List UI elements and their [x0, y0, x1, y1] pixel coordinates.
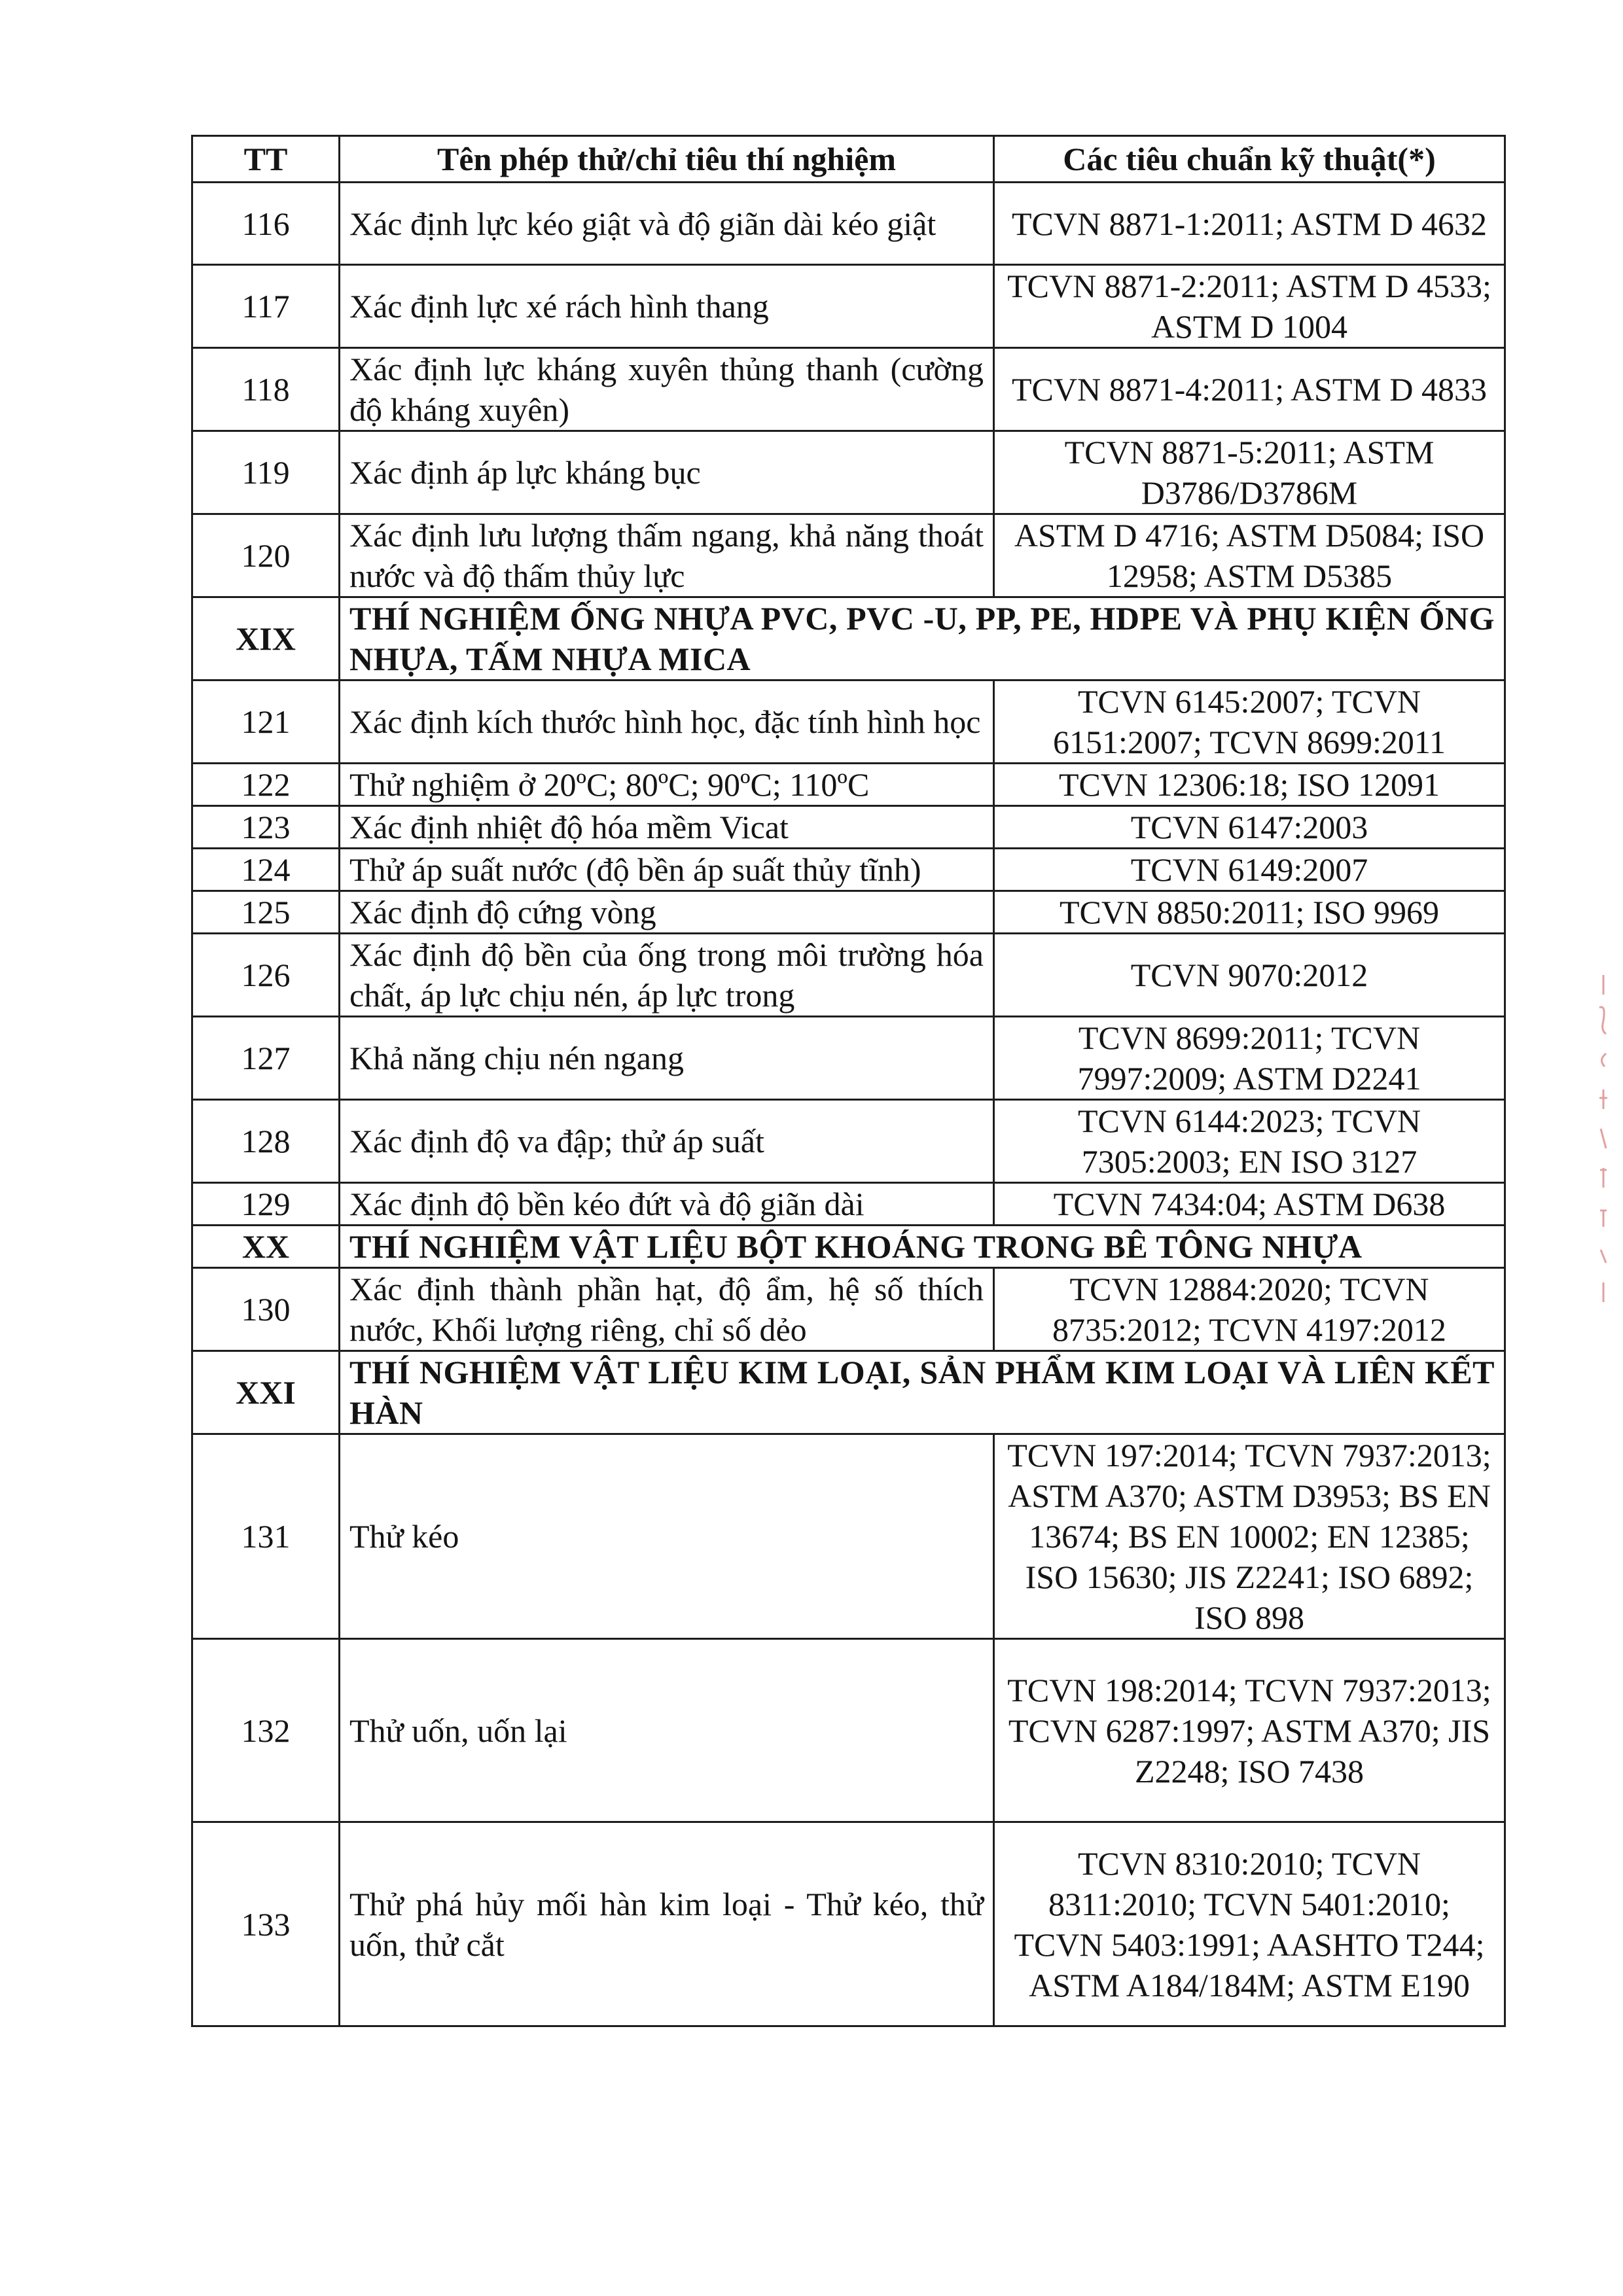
test-name: Xác định áp lực kháng bục: [340, 431, 994, 514]
test-standards: TCVN 8699:2011; TCVN 7997:2009; ASTM D2241: [994, 1017, 1505, 1100]
row-number: 133: [192, 1822, 340, 2026]
row-number: 118: [192, 348, 340, 431]
test-standards: TCVN 8871-2:2011; ASTM D 4533; ASTM D 1004: [994, 265, 1505, 348]
section-title: THÍ NGHIỆM ỐNG NHỰA PVC, PVC -U, PP, PE, HDPE VÀ PHỤ KIỆN ỐNG NHỰA, TẤM NHỰA MICA: [340, 597, 1505, 680]
section-row: [192, 597, 1505, 680]
test-standards: TCVN 12306:18; ISO 12091: [994, 764, 1505, 806]
table-row: [192, 1100, 1505, 1183]
table-row: [192, 265, 1505, 348]
table-body: [192, 183, 1505, 2026]
row-number: 116: [192, 183, 340, 265]
section-row: [192, 1351, 1505, 1434]
table-row: [192, 849, 1505, 891]
test-name: Xác định lực kháng xuyên thủng thanh (cường độ kháng xuyên): [340, 348, 994, 431]
table-row: [192, 1822, 1505, 2026]
test-standards: TCVN 7434:04; ASTM D638: [994, 1183, 1505, 1226]
table-header-row: [192, 136, 1505, 183]
table-row: [192, 348, 1505, 431]
header-test-name: Tên phép thử/chỉ tiêu thí nghiệm: [340, 136, 994, 183]
test-name: Xác định độ bền của ống trong môi trường hóa chất, áp lực chịu nén, áp lực trong: [340, 934, 994, 1017]
test-standards: TCVN 6145:2007; TCVN 6151:2007; TCVN 8699:2011: [994, 680, 1505, 764]
test-standards: TCVN 12884:2020; TCVN 8735:2012; TCVN 4197:2012: [994, 1268, 1505, 1351]
row-number: 117: [192, 265, 340, 348]
test-name: Thử phá hủy mối hàn kim loại - Thử kéo, thử uốn, thử cắt: [340, 1822, 994, 2026]
table-row: [192, 514, 1505, 597]
row-number: 125: [192, 891, 340, 934]
test-standards: TCVN 8310:2010; TCVN 8311:2010; TCVN 5401:2010; TCVN 5403:1991; AASHTO T244; ASTM A184/184M; ASTM E190: [994, 1822, 1505, 2026]
row-number: 123: [192, 806, 340, 849]
row-number: 128: [192, 1100, 340, 1183]
row-number: 119: [192, 431, 340, 514]
test-name: Thử uốn, uốn lại: [340, 1639, 994, 1822]
test-standards: TCVN 6144:2023; TCVN 7305:2003; EN ISO 3127: [994, 1100, 1505, 1183]
table-row: [192, 1268, 1505, 1351]
test-name: Thử kéo: [340, 1434, 994, 1639]
section-number: XXI: [192, 1351, 340, 1434]
section-title: THÍ NGHIỆM VẬT LIỆU KIM LOẠI, SẢN PHẨM KIM LOẠI VÀ LIÊN KẾT HÀN: [340, 1351, 1505, 1434]
section-title: THÍ NGHIỆM VẬT LIỆU BỘT KHOÁNG TRONG BÊ TÔNG NHỰA: [340, 1226, 1505, 1268]
row-number: 122: [192, 764, 340, 806]
section-row: [192, 1226, 1505, 1268]
row-number: 127: [192, 1017, 340, 1100]
section-number: XIX: [192, 597, 340, 680]
test-name: Xác định độ bền kéo đứt và độ giãn dài: [340, 1183, 994, 1226]
table-row: [192, 1434, 1505, 1639]
test-name: Thử nghiệm ở 20ºC; 80ºC; 90ºC; 110ºC: [340, 764, 994, 806]
table-row: [192, 934, 1505, 1017]
test-standards: TCVN 8871-5:2011; ASTM D3786/D3786M: [994, 431, 1505, 514]
section-number: XX: [192, 1226, 340, 1268]
test-name: Xác định nhiệt độ hóa mềm Vicat: [340, 806, 994, 849]
row-number: 120: [192, 514, 340, 597]
table-row: [192, 1183, 1505, 1226]
test-standards: TCVN 9070:2012: [994, 934, 1505, 1017]
test-name: Thử áp suất nước (độ bền áp suất thủy tĩnh): [340, 849, 994, 891]
test-name: Khả năng chịu nén ngang: [340, 1017, 994, 1100]
test-standards: TCVN 198:2014; TCVN 7937:2013; TCVN 6287:1997; ASTM A370; JIS Z2248; ISO 7438: [994, 1639, 1505, 1822]
test-standards: TCVN 8871-1:2011; ASTM D 4632: [994, 183, 1505, 265]
test-name: Xác định độ va đập; thử áp suất: [340, 1100, 994, 1183]
test-name: Xác định lực kéo giật và độ giãn dài kéo giật: [340, 183, 994, 265]
table-row: [192, 891, 1505, 934]
table-row: [192, 1017, 1505, 1100]
test-standards: TCVN 8871-4:2011; ASTM D 4833: [994, 348, 1505, 431]
test-standards: TCVN 6149:2007: [994, 849, 1505, 891]
table-row: [192, 680, 1505, 764]
header-standards: Các tiêu chuẩn kỹ thuật(*): [994, 136, 1505, 183]
margin-stamp-mark: [1594, 968, 1614, 1309]
test-name: Xác định lực xé rách hình thang: [340, 265, 994, 348]
test-standards: TCVN 6147:2003: [994, 806, 1505, 849]
test-standards-table: [191, 135, 1506, 2027]
row-number: 124: [192, 849, 340, 891]
row-number: 130: [192, 1268, 340, 1351]
table-row: [192, 806, 1505, 849]
row-number: 132: [192, 1639, 340, 1822]
test-name: Xác định độ cứng vòng: [340, 891, 994, 934]
table-row: [192, 764, 1505, 806]
test-standards: TCVN 197:2014; TCVN 7937:2013; ASTM A370; ASTM D3953; BS EN 13674; BS EN 10002; EN 12385; ISO 15630; JIS Z2241; ISO 6892; ISO 898: [994, 1434, 1505, 1639]
row-number: 131: [192, 1434, 340, 1639]
test-standards: TCVN 8850:2011; ISO 9969: [994, 891, 1505, 934]
test-name: Xác định lưu lượng thấm ngang, khả năng thoát nước và độ thấm thủy lực: [340, 514, 994, 597]
table-row: [192, 183, 1505, 265]
test-name: Xác định kích thước hình học, đặc tính hình học: [340, 680, 994, 764]
table-row: [192, 1639, 1505, 1822]
table-row: [192, 431, 1505, 514]
test-name: Xác định thành phần hạt, độ ẩm, hệ số thích nước, Khối lượng riêng, chỉ số dẻo: [340, 1268, 994, 1351]
row-number: 126: [192, 934, 340, 1017]
row-number: 129: [192, 1183, 340, 1226]
row-number: 121: [192, 680, 340, 764]
test-standards: ASTM D 4716; ASTM D5084; ISO 12958; ASTM D5385: [994, 514, 1505, 597]
header-tt: TT: [192, 136, 340, 183]
